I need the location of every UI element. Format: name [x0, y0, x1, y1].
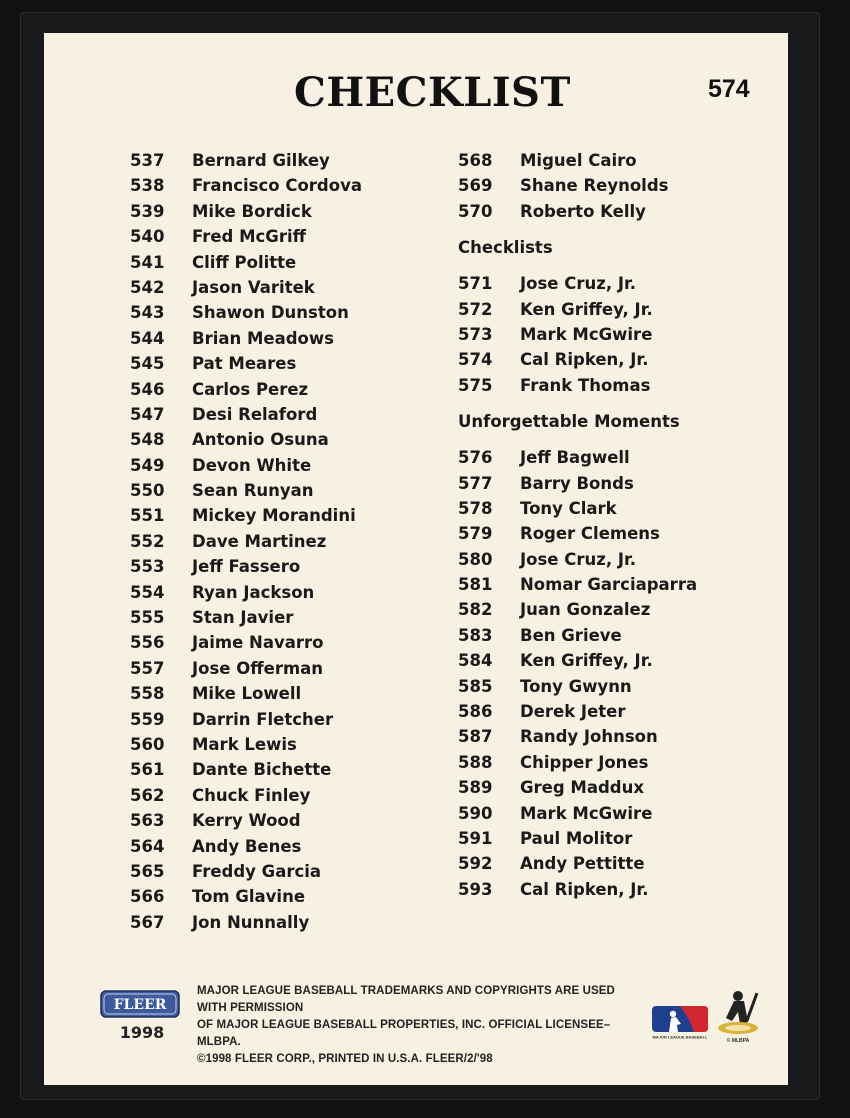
checklist-row	[458, 297, 680, 322]
card-entry-number: 555	[130, 608, 165, 628]
fleer-logo	[100, 988, 180, 1020]
card-entry-number: 547	[130, 404, 165, 424]
card-entry-number: 577	[458, 473, 493, 493]
player-name: Antonio Osuna	[192, 430, 329, 450]
player-name: Jeff Fassero	[192, 557, 301, 577]
player-name: Darrin Fletcher	[192, 709, 334, 729]
card-entry-number: 564	[130, 836, 165, 856]
card-entry-number: 557	[130, 658, 165, 678]
card-entry-number: 561	[130, 760, 165, 780]
checklist-row	[458, 801, 680, 826]
checklist-group-base	[458, 148, 680, 224]
checklist-row	[458, 877, 680, 902]
player-name: Greg Maddux	[520, 778, 644, 798]
player-name: Jon Nunnally	[192, 912, 310, 932]
card-entry-number: 586	[458, 702, 493, 722]
player-name: Devon White	[192, 455, 312, 475]
checklist-row	[458, 750, 680, 775]
player-name: Tony Clark	[520, 498, 617, 518]
card-entry-number: 584	[458, 651, 493, 671]
checklist-row	[458, 322, 680, 347]
player-name: Tony Gwynn	[520, 676, 632, 696]
checklist-row	[458, 271, 680, 296]
card-number: 574	[708, 75, 750, 103]
card-entry-number: 591	[458, 828, 493, 848]
player-name: Chuck Finley	[192, 785, 311, 805]
legal-text	[197, 983, 647, 1068]
checklist-row	[458, 199, 680, 224]
player-name: Cal Ripken, Jr.	[520, 879, 649, 899]
legal-line: ©1998 FLEER CORP., PRINTED IN U.S.A. FLEER/2/'98	[197, 1053, 493, 1065]
section-heading-unforgettable-moments: Unforgettable Moments	[458, 412, 680, 432]
player-name: Mark McGwire	[520, 324, 653, 344]
player-name: Juan Gonzalez	[520, 600, 651, 620]
card-entry-number: 551	[130, 506, 165, 526]
checklist-row	[458, 521, 680, 546]
checklist-row	[458, 373, 680, 398]
player-name: Jeff Bagwell	[520, 448, 630, 468]
checklist-row	[458, 724, 680, 749]
checklist-row	[458, 496, 680, 521]
player-name: Ben Grieve	[520, 625, 622, 645]
mlbpa-logo	[714, 988, 770, 1046]
player-name: Barry Bonds	[520, 473, 634, 493]
player-name: Mickey Morandini	[192, 506, 356, 526]
player-name: Ken Griffey, Jr.	[520, 299, 653, 319]
player-name: Chipper Jones	[520, 752, 649, 772]
card-entry-number: 558	[130, 684, 165, 704]
card-entry-number: 554	[130, 582, 165, 602]
card-entry-number: 583	[458, 625, 493, 645]
player-name: Roberto Kelly	[520, 201, 646, 221]
card-entry-number: 565	[130, 861, 165, 881]
card-entry-number: 585	[458, 676, 493, 696]
checklist-row	[458, 648, 680, 673]
checklist-group-checklists	[458, 271, 680, 398]
player-name: Cal Ripken, Jr.	[520, 350, 649, 370]
card-entry-number: 575	[458, 375, 493, 395]
player-name: Tom Glavine	[192, 887, 306, 907]
player-name: Roger Clemens	[520, 524, 660, 544]
player-name: Ryan Jackson	[192, 582, 315, 602]
checklist-row	[458, 674, 680, 699]
player-name: Francisco Cordova	[192, 176, 362, 196]
checklist-group-unforgettable-moments	[458, 445, 698, 902]
card-entry-number: 550	[130, 481, 165, 501]
player-name: Shawon Dunston	[192, 303, 349, 323]
checklist-row	[458, 148, 680, 173]
card-entry-number: 563	[130, 811, 165, 831]
player-name: Miguel Cairo	[520, 151, 637, 170]
player-name: Nomar Garciaparra	[520, 575, 698, 595]
card-entry-number: 582	[458, 600, 493, 620]
card-entry-number: 539	[130, 201, 165, 221]
player-name: Pat Meares	[192, 354, 297, 374]
card-entry-number: 573	[458, 324, 493, 344]
card-entry-number: 543	[130, 303, 165, 323]
player-name: Mike Lowell	[192, 684, 302, 704]
card-entry-number: 556	[130, 633, 165, 653]
checklist-row	[458, 347, 680, 372]
player-name: Bernard Gilkey	[192, 151, 330, 170]
legal-line: OF MAJOR LEAGUE BASEBALL PROPERTIES, INC. OFFICIAL LICENSEE–MLBPA.	[197, 1019, 611, 1048]
card-entry-number: 574	[458, 350, 493, 370]
card-entry-number: 592	[458, 854, 493, 874]
player-name: Brian Meadows	[192, 328, 334, 348]
card-entry-number: 538	[130, 176, 165, 196]
player-name: Randy Johnson	[520, 727, 658, 747]
checklist-row	[458, 597, 680, 622]
player-name: Stan Javier	[192, 608, 294, 628]
footer-year: 1998	[119, 1023, 165, 1042]
checklist-row	[458, 572, 698, 597]
player-name: Dave Martinez	[192, 531, 327, 551]
card-entry-number: 588	[458, 752, 493, 772]
section-heading-checklists: Checklists	[458, 238, 553, 258]
checklist-card	[44, 33, 788, 1085]
player-name: Mike Bordick	[192, 201, 312, 221]
player-name: Cliff Politte	[192, 252, 297, 272]
card-entry-number: 570	[458, 201, 493, 221]
player-name: Andy Pettitte	[520, 854, 645, 874]
player-name: Carlos Perez	[192, 379, 309, 399]
player-name: Desi Relaford	[192, 404, 318, 424]
player-name: Jose Cruz, Jr.	[520, 274, 637, 294]
card-entry-number: 571	[458, 274, 493, 294]
card-entry-number: 542	[130, 277, 165, 297]
player-name: Jose Cruz, Jr.	[520, 549, 637, 569]
player-name: Frank Thomas	[520, 375, 651, 395]
card-entry-number: 572	[458, 299, 493, 319]
mlb-logo-caption: MAJOR LEAGUE BASEBALL	[652, 1034, 708, 1040]
card-entry-number: 576	[458, 448, 493, 468]
checklist-row	[458, 775, 680, 800]
legal-line: MAJOR LEAGUE BASEBALL TRADEMARKS AND COPYRIGHTS ARE USED WITH PERMISSION	[197, 985, 615, 1014]
fleer-logo-text: FLEER	[113, 997, 167, 1013]
card-entry-number: 537	[130, 151, 165, 170]
card-entry-number: 541	[130, 252, 165, 272]
card-entry-number: 548	[130, 430, 165, 450]
card-entry-number: 560	[130, 734, 165, 754]
card-title: CHECKLIST	[294, 69, 571, 116]
player-name: Shane Reynolds	[520, 176, 669, 196]
card-entry-number: 580	[458, 549, 493, 569]
card-entry-number: 581	[458, 575, 493, 595]
mlbpa-logo-caption: © MLBPA	[726, 1038, 750, 1044]
card-entry-number: 552	[130, 531, 165, 551]
card-entry-number: 568	[458, 151, 493, 170]
player-name: Paul Molitor	[520, 828, 633, 848]
checklist-row	[458, 826, 680, 851]
card-entry-number: 545	[130, 354, 165, 374]
card-entry-number: 553	[130, 557, 165, 577]
player-name: Sean Runyan	[192, 481, 314, 501]
card-entry-number: 593	[458, 879, 493, 899]
card-entry-number: 562	[130, 785, 165, 805]
player-name: Dante Bichette	[192, 760, 332, 780]
card-entry-number: 546	[130, 379, 165, 399]
card-entry-number: 578	[458, 498, 493, 518]
checklist-row	[458, 471, 680, 496]
player-name: Mark Lewis	[192, 734, 297, 754]
player-name: Ken Griffey, Jr.	[520, 651, 653, 671]
card-entry-number: 567	[130, 912, 165, 932]
checklist-row	[458, 623, 680, 648]
card-entry-number: 549	[130, 455, 165, 475]
card-entry-number: 569	[458, 176, 493, 196]
card-entry-number: 566	[130, 887, 165, 907]
player-name: Freddy Garcia	[192, 861, 322, 881]
card-entry-number: 590	[458, 803, 493, 823]
card-entry-number: 579	[458, 524, 493, 544]
mlb-logo	[650, 1005, 710, 1040]
card-entry-number: 589	[458, 778, 493, 798]
player-name: Derek Jeter	[520, 702, 626, 722]
checklist-row	[458, 851, 680, 876]
player-name: Jason Varitek	[192, 277, 315, 297]
card-entry-number: 559	[130, 709, 165, 729]
player-name: Jose Offerman	[192, 658, 324, 678]
card-entry-number: 540	[130, 227, 165, 247]
checklist-right-column	[458, 148, 698, 902]
checklist-row	[458, 173, 680, 198]
player-name: Mark McGwire	[520, 803, 653, 823]
player-name: Andy Benes	[192, 836, 302, 856]
checklist-row	[458, 547, 680, 572]
player-name: Kerry Wood	[192, 811, 301, 831]
card-entry-number: 544	[130, 328, 165, 348]
card-entry-number: 587	[458, 727, 493, 747]
player-name: Jaime Navarro	[192, 633, 324, 653]
checklist-row	[458, 699, 680, 724]
player-name: Fred McGriff	[192, 227, 307, 247]
checklist-row	[458, 445, 680, 470]
